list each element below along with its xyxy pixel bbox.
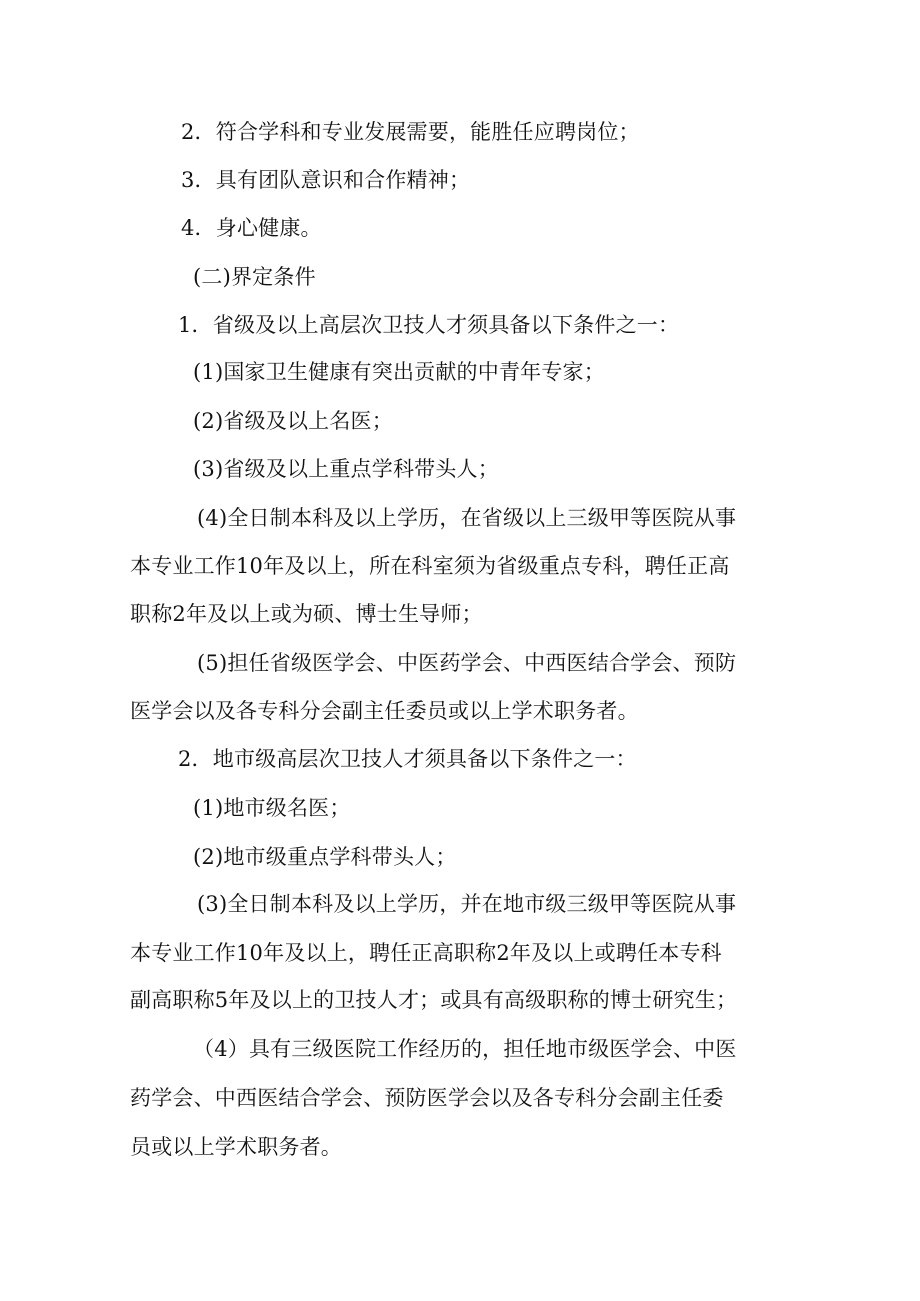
text-line: (1)地市级名医； (193, 796, 351, 820)
text-line: (4)全日制本科及以上学历，在省级以上三级甲等医院从事 (197, 506, 737, 530)
text-line: 2．符合学科和专业发展需要，能胜任应聘岗位； (181, 120, 640, 144)
text-line: 3．具有团队意识和合作精神； (181, 168, 471, 192)
text-line: (1)国家卫生健康有突出贡献的中青年专家； (193, 360, 605, 384)
text-line: (3)全日制本科及以上学历，并在地市级三级甲等医院从事 (197, 892, 737, 916)
text-line: (3)省级及以上重点学科带头人； (193, 457, 499, 481)
text-line: (2)地市级重点学科带头人； (193, 845, 457, 869)
text-line: 本专业工作10年及以上，所在科室须为省级重点专科，聘任正高 (130, 554, 730, 578)
text-line: 医学会以及各专科分会副主任委员或以上学术职务者。 (130, 699, 639, 723)
text-line: 2．地市级高层次卫技人才须具备以下条件之一： (178, 747, 637, 771)
text-line: 1．省级及以上高层次卫技人才须具备以下条件之一： (178, 313, 680, 337)
text-line: 4．身心健康。 (181, 216, 322, 240)
text-line: （4）具有三级医院工作经历的，担任地市级医学会、中医 (193, 1037, 737, 1061)
section-heading: (二)界定条件 (193, 265, 316, 289)
text-line: (5)担任省级医学会、中医药学会、中西医结合学会、预防 (197, 651, 737, 675)
text-line: 药学会、中西医结合学会、预防医学会以及各专科分会副主任委 (130, 1086, 724, 1110)
text-line: (2)省级及以上名医； (193, 409, 393, 433)
text-line: 副高职称5年及以上的卫技人才；或具有高级职称的博士研究生； (130, 988, 738, 1012)
text-line: 员或以上学术职务者。 (130, 1135, 342, 1159)
text-line: 本专业工作10年及以上，聘任正高职称2年及以上或聘任本专科 (130, 941, 722, 965)
text-line: 职称2年及以上或为硕、博士生导师； (130, 602, 483, 626)
